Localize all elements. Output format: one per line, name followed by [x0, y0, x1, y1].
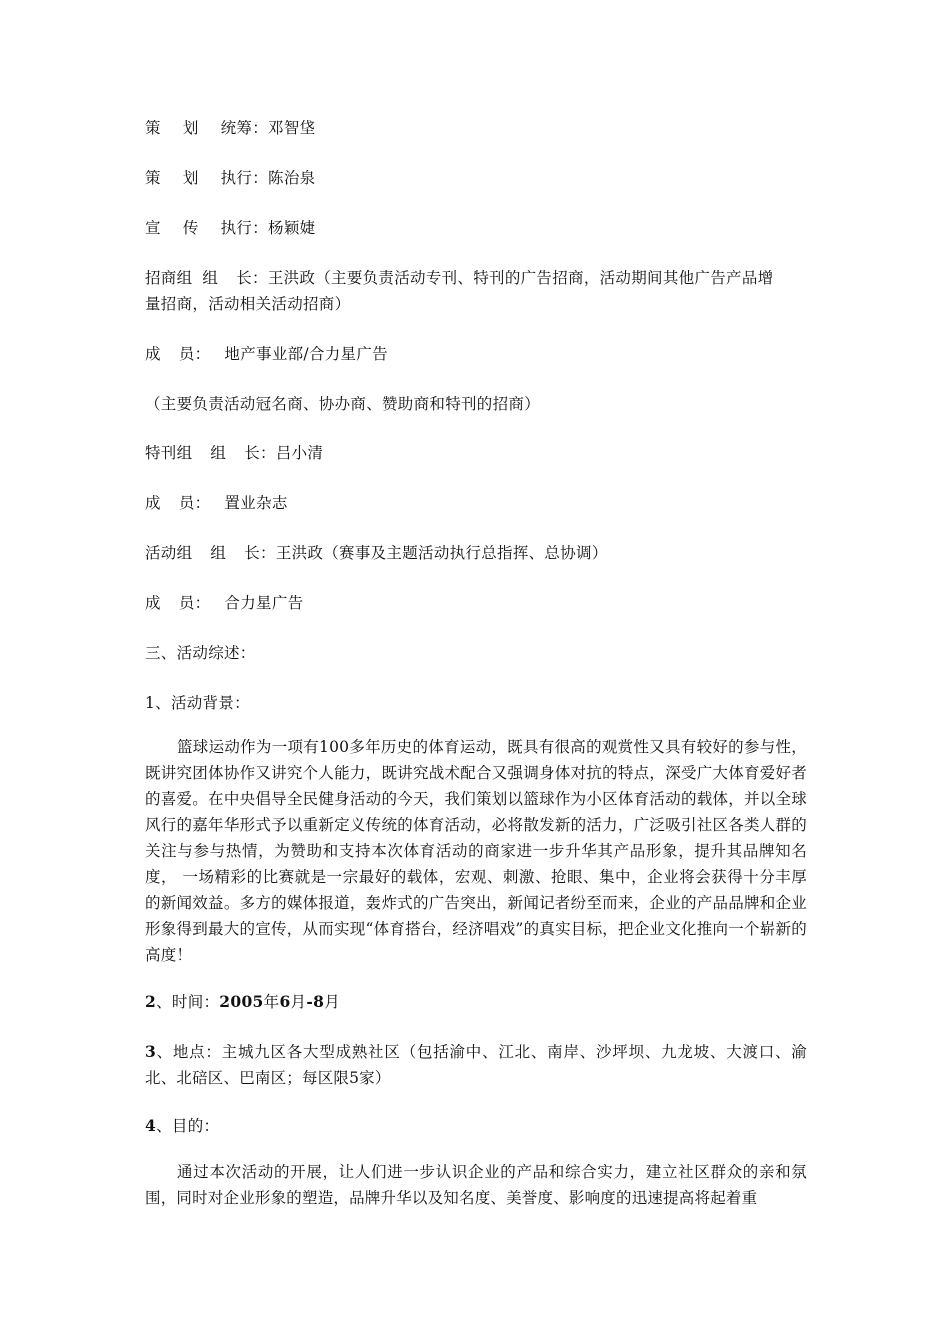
label-part: 组	[210, 544, 227, 562]
item-label: 、时间：	[156, 993, 220, 1011]
line-value: 执行：杨颖婕	[220, 219, 316, 237]
member-line-2	[145, 493, 288, 513]
investment-group-line-cont	[145, 294, 350, 314]
purpose-heading	[145, 1116, 219, 1136]
label-part: 成	[145, 594, 161, 612]
publicity-executor-line	[145, 218, 315, 238]
time-unit: 年	[263, 993, 280, 1011]
label-part: 策	[145, 169, 161, 187]
investment-group-line	[145, 268, 773, 288]
line-value: 统筹：邓智垡	[220, 119, 316, 137]
time-month-start: 6	[279, 992, 291, 1011]
label-part: 宣	[145, 219, 161, 237]
label-part: 活动组	[145, 544, 193, 562]
item-number: 3	[145, 1042, 156, 1061]
time-dash: -	[306, 992, 314, 1011]
label-part: 策	[145, 119, 161, 137]
label-part: 组	[210, 444, 227, 462]
time-month-end: 8	[313, 992, 325, 1011]
time-year: 2005	[219, 992, 264, 1011]
line-value: 量招商，活动相关活动招商）	[145, 295, 351, 313]
item-number: 4	[145, 1116, 157, 1135]
purpose-paragraph: 通过本次活动的开展，让人们进一步认识企业的产品和综合实力，建立社区群众的亲和氛围，同时对企业形象的塑造，品牌升华以及知名度、美誉度、影响度的迅速提高将起着重	[145, 1163, 807, 1207]
planning-coordinator-line	[145, 118, 315, 138]
label-part: 员：	[178, 594, 211, 612]
time-line	[145, 992, 340, 1012]
section-heading	[145, 643, 256, 663]
location-text: 、地点：主城九区各大型成熟社区（包括渝中、江北、南岸、沙坪坝、九龙坡、大渡口、渝北、北碚区、巴南区；每区限5家）	[145, 1043, 807, 1087]
label-part: 传	[182, 219, 199, 237]
line-value: 执行：陈治泉	[220, 169, 316, 187]
member-line-1	[145, 344, 388, 364]
planning-executor-line	[145, 168, 315, 188]
event-group-line	[145, 543, 608, 563]
heading-text: 、目的：	[156, 1117, 220, 1135]
time-unit: 月	[290, 993, 307, 1011]
line-value: 置业杂志	[224, 494, 288, 512]
label-part: 组	[202, 269, 219, 287]
item-number: 2	[145, 992, 157, 1011]
label-part: 特刊组	[145, 444, 193, 462]
heading-text: 1、活动背景：	[145, 694, 250, 712]
label-part: 划	[182, 169, 199, 187]
member-note-line	[145, 394, 540, 414]
background-paragraph: 篮球运动作为一项有100多年历史的体育运动，既具有很高的观赏性又具有较好的参与性，既讲究团体协作又讲究个人能力，既讲究战术配合又强调身体对抗的特点，深受广大体育爱好者的喜爱。在中央倡导全民健身活动的今天，我们策划以篮球作为小区体育活动的载体，并以全球风行的嘉年华形式予以重新定义传统的体育活动，必将散发新的活力，广泛吸引社区各类人群的关注与参与热情，为赞助和支持本次体育活动的商家进一步升华其产品形象，提升其品牌知名度， 一场精彩的比赛就是一宗最好的载体，宏观、刺激、抢眼、集中，企业将会获得十分丰厚的新闻效益。多方的媒体报道，轰炸式的广告突出，新闻记者纷至而来，企业的产品品牌和企业形象得到最大的宣传，从而实现“体育搭台，经济唱戏”的真实目标，把企业文化推向一个崭新的高度！	[145, 738, 807, 964]
special-issue-group-line	[145, 443, 323, 463]
line-value: 长：王洪政（主要负责活动专刊、特刊的广告招商，活动期间其他广告产品增	[236, 269, 774, 287]
label-part: 成	[145, 345, 161, 363]
member-line-3	[145, 593, 303, 613]
time-unit: 月	[324, 993, 340, 1011]
label-part: 划	[182, 119, 199, 137]
label-part: 招商组	[145, 269, 193, 287]
location-paragraph	[145, 1039, 807, 1091]
heading-text: 三、活动综述：	[145, 644, 256, 662]
label-part: 员：	[178, 345, 211, 363]
line-value: 合力星广告	[224, 594, 304, 612]
line-value: 地产事业部/合力星广告	[224, 345, 388, 363]
label-part: 员：	[178, 494, 211, 512]
label-part: 成	[145, 494, 161, 512]
line-value: 长：吕小清	[244, 444, 324, 462]
line-value: 长：王洪政（赛事及主题活动执行总指挥、总协调）	[244, 544, 608, 562]
line-value: （主要负责活动冠名商、协办商、赞助商和特刊的招商）	[145, 395, 541, 413]
subsection-heading-background	[145, 693, 250, 713]
